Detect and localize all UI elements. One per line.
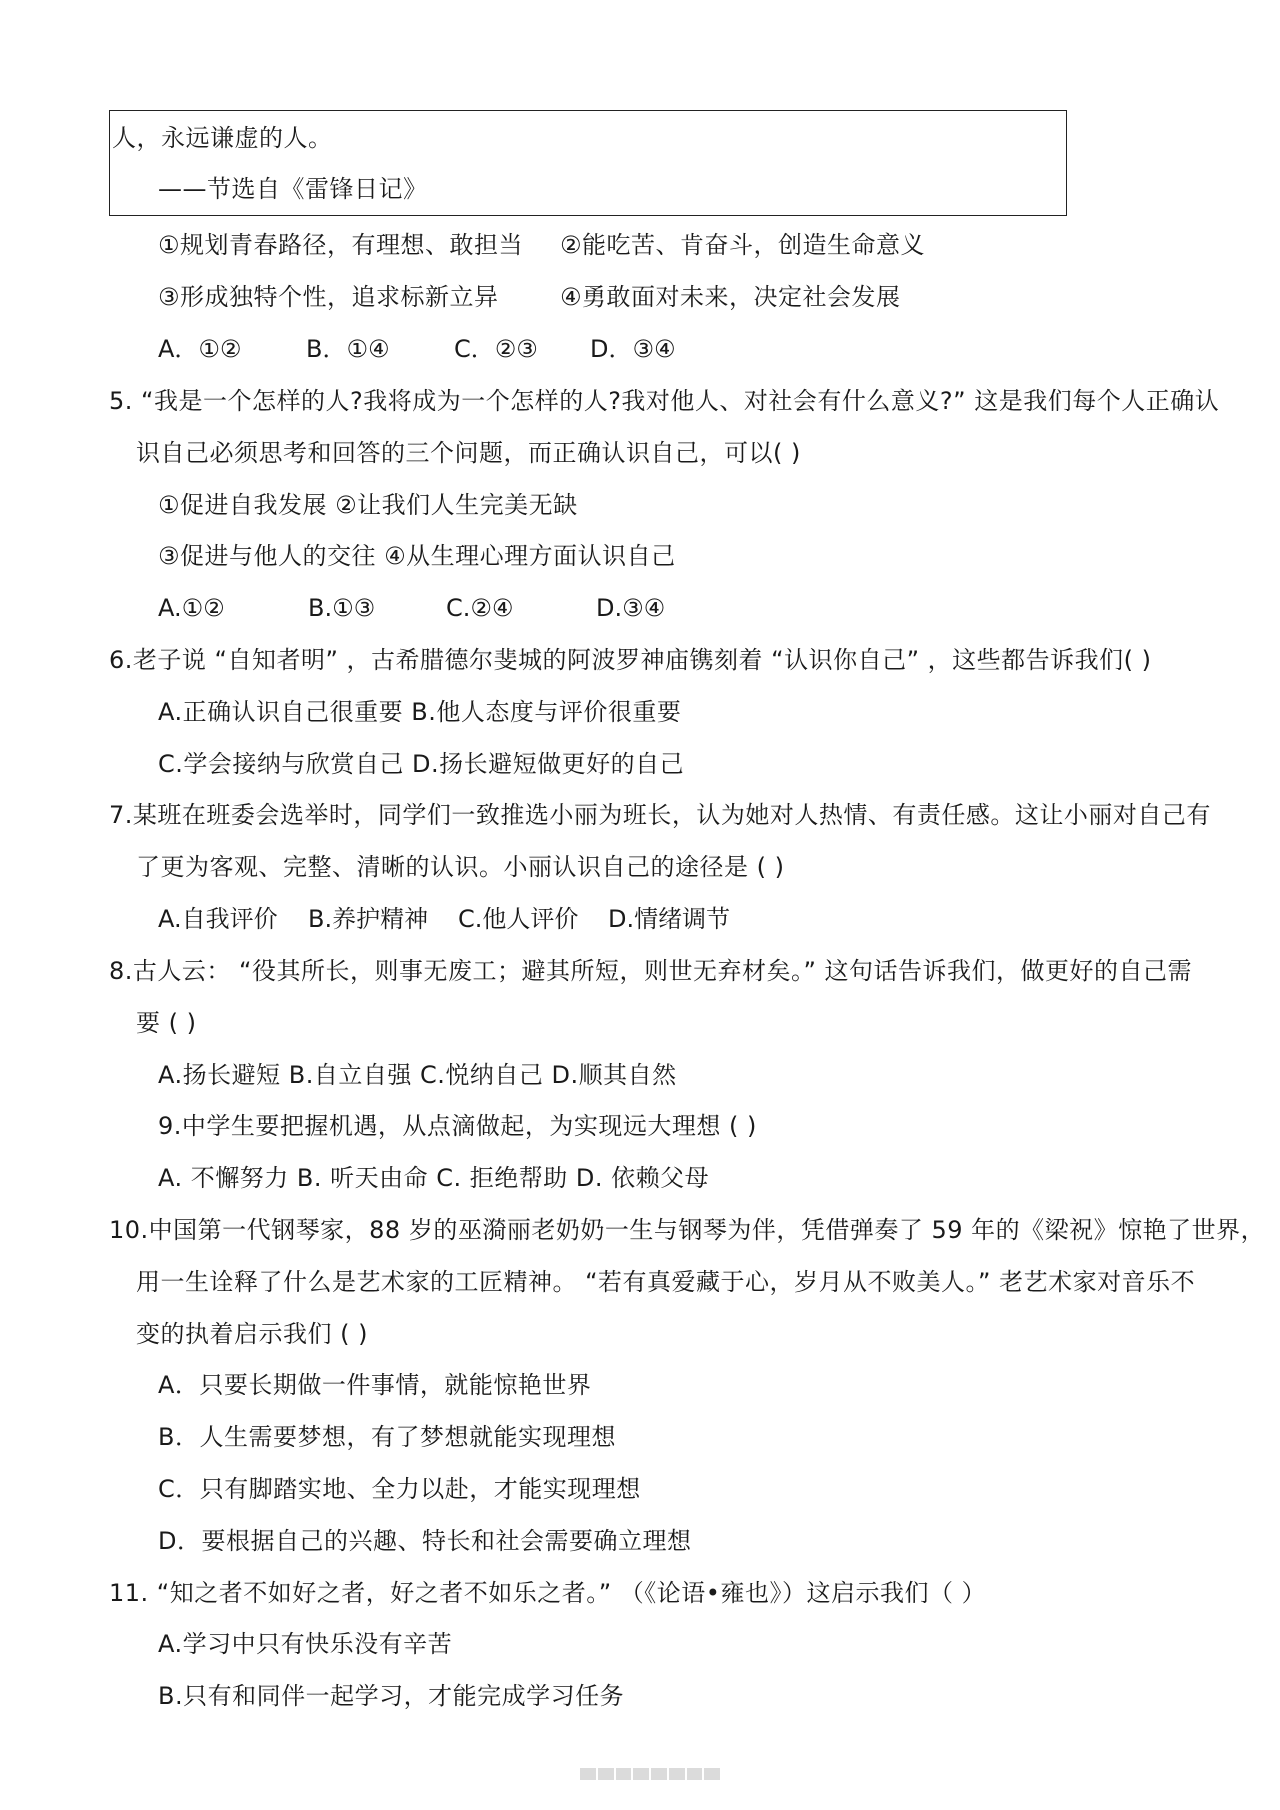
q11-option-b: B.只有和同伴一起学习，才能完成学习任务: [158, 1682, 625, 1710]
q8-choices: A.扬长避短 B.自立自强 C.悦纳自己 D.顺其自然: [158, 1061, 677, 1089]
q4-option-1: ①规划青春路径，有理想、敢担当: [158, 231, 524, 259]
q6-stem: 6.老子说 “自知者明” ，古希腊德尔斐城的阿波罗神庙镌刻着 “认识你自己” ，这些都告诉我们( ): [109, 646, 1152, 674]
q6-choices-row1: A.正确认识自己很重要 B.他人态度与评价很重要: [158, 698, 682, 726]
q5-choice-d: D.③④: [596, 594, 666, 622]
q5-options-row1: ①促进自我发展 ②让我们人生完美无缺: [158, 491, 578, 519]
q7-choice-d: D.情绪调节: [608, 905, 731, 933]
quote-source: ——节选自《雷锋日记》: [158, 175, 428, 203]
q8-stem-line2: 要 ( ): [136, 1009, 197, 1037]
q9-stem: 9.中学生要把握机遇，从点滴做起，为实现远大理想 ( ): [158, 1112, 757, 1140]
q5-choice-b: B.①③: [308, 594, 376, 622]
q10-stem-line2: 用一生诠释了什么是艺术家的工匠精神。 “若有真爱藏于心，岁月从不败美人。” 老艺术家对音乐不: [136, 1268, 1196, 1296]
q9-choices: A. 不懈努力 B. 听天由命 C. 拒绝帮助 D. 依赖父母: [158, 1164, 710, 1192]
q10-stem-line3: 变的执着启示我们 ( ): [136, 1320, 368, 1348]
q5-choice-c: C.②④: [446, 594, 514, 622]
q4-choice-b: B．①④: [306, 335, 390, 363]
q4-option-2: ②能吃苦、肯奋斗，创造生命意义: [560, 231, 926, 259]
q4-option-3: ③形成独特个性，追求标新立异: [158, 283, 499, 311]
q4-option-4: ④勇敢面对未来，决定社会发展: [560, 283, 901, 311]
footer-watermark: [580, 1768, 720, 1780]
q4-choice-a: A．①②: [158, 335, 242, 363]
q5-options-row2: ③促进与他人的交往 ④从生理心理方面认识自己: [158, 542, 676, 570]
q10-option-a: A．只要长期做一件事情，就能惊艳世界: [158, 1371, 592, 1399]
q4-choice-c: C．②③: [454, 335, 538, 363]
q4-choice-d: D．③④: [590, 335, 676, 363]
q7-stem-line2: 了更为客观、完整、清晰的认识。小丽认识自己的途径是 ( ): [136, 853, 785, 881]
q5-stem-line1: 5. “我是一个怎样的人?我将成为一个怎样的人?我对他人、对社会有什么意义?” 这是我们每个人正确认: [109, 387, 1220, 415]
q5-stem-line2: 识自己必须思考和回答的三个问题，而正确认识自己，可以( ): [136, 439, 801, 467]
q7-choice-c: C.他人评价: [458, 905, 579, 933]
q11-option-a: A.学习中只有快乐没有辛苦: [158, 1630, 453, 1658]
q10-option-b: B．人生需要梦想，有了梦想就能实现理想: [158, 1423, 616, 1451]
q6-choices-row2: C.学会接纳与欣赏自己 D.扬长避短做更好的自己: [158, 750, 685, 778]
q10-stem-line1: 10.中国第一代钢琴家，88 岁的巫漪丽老奶奶一生与钢琴为伴，凭借弹奏了 59 年的《梁祝》惊艳了世界，: [109, 1216, 1266, 1244]
q11-stem: 11. “知之者不如好之者，好之者不如乐之者。” （《论语•雍也》）这启示我们（ ）: [109, 1579, 987, 1607]
q7-choice-b: B.养护精神: [308, 905, 429, 933]
q10-option-d: D．要根据自己的兴趣、特长和社会需要确立理想: [158, 1527, 692, 1555]
q7-stem-line1: 7.某班在班委会选举时，同学们一致推选小丽为班长，认为她对人热情、有责任感。这让小丽对自己有: [109, 801, 1211, 829]
q5-choice-a: A.①②: [158, 594, 225, 622]
q10-option-c: C．只有脚踏实地、全力以赴，才能实现理想: [158, 1475, 641, 1503]
q7-choice-a: A.自我评价: [158, 905, 278, 933]
quote-line: 人，永远谦虚的人。: [112, 124, 333, 152]
q8-stem-line1: 8.古人云： “役其所长，则事无废工；避其所短，则世无弃材矣。” 这句话告诉我们，做更好的自己需: [109, 957, 1193, 985]
